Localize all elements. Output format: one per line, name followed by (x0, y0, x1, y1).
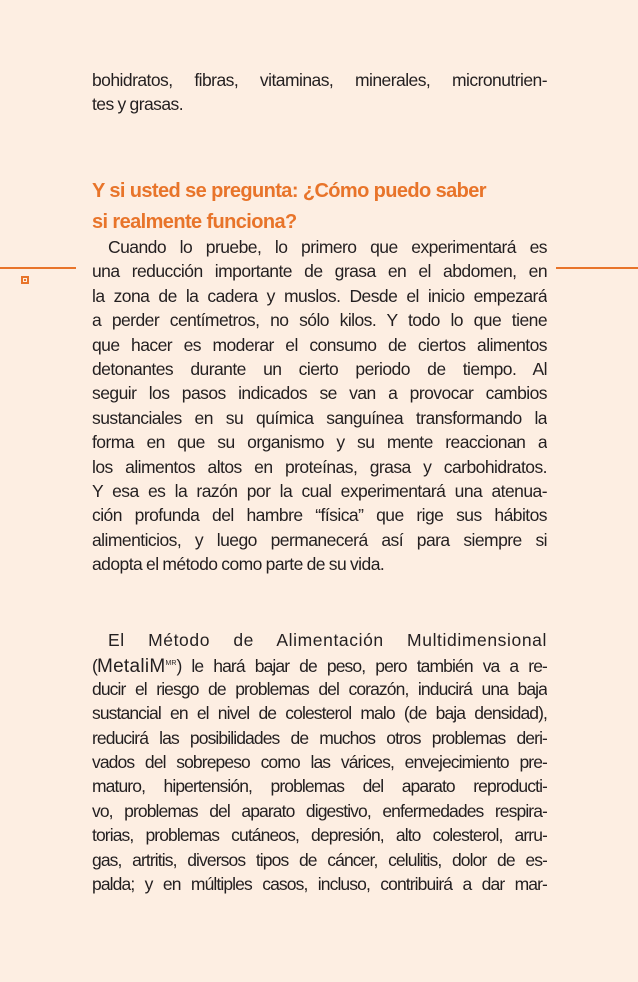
paragraph-line: seguir los pasos indicados se van a provocar cambios (92, 383, 547, 404)
paragraph-line: ción profunda del hambre “física” que rige sus hábitos (92, 505, 547, 526)
paragraph-line: sustanciales en su química sanguínea transformando la (92, 407, 547, 428)
paragraph-line: vados del sobrepeso como las várices, envejecimiento pre- (92, 751, 547, 772)
paragraph-line: a perder centímetros, no sólo kilos. Y todo lo que tiene (92, 310, 547, 331)
square-bullet-icon (21, 276, 29, 284)
paragraph-line: que hacer es moderar el consumo de ciertos alimentos (92, 334, 547, 355)
paragraph-line: detonantes durante un cierto periodo de tiempo. Al (92, 358, 547, 379)
paragraph-line: la zona de la cadera y muslos. Desde el inicio empezará (92, 285, 547, 306)
paragraph-line: palda; y en múltiples casos, incluso, contribuirá a dar mar- (92, 873, 547, 894)
left-margin-rule (0, 267, 76, 269)
brand-line-rest: ) le hará bajar de peso, pero también va a re- (176, 656, 547, 677)
paragraph-line: gas, artritis, diversos tipos de cáncer, celulitis, dolor de es- (92, 849, 547, 870)
paragraph-line: los alimentos altos en proteínas, grasa y carbohidratos. (92, 456, 547, 477)
section-heading-line: Y si usted se pregunta: ¿Cómo puedo saber (92, 180, 486, 202)
right-margin-rule (556, 267, 638, 269)
paragraph-line: Y esa es la razón por la cual experimentará una atenua- (92, 480, 547, 501)
paragraph-line: Cuando lo pruebe, lo primero que experimentará es (108, 237, 547, 257)
paragraph-line: maturo, hipertensión, problemas del aparato reproducti- (92, 776, 547, 797)
paragraph-line: forma en que su organismo y su mente reaccionan a (92, 432, 547, 453)
intro-text (92, 68, 547, 117)
paragraph-1 (92, 235, 547, 576)
paragraph-line: vo, problemas del aparato digestivo, enfermedades respira- (92, 800, 547, 821)
paragraph-line-with-brand (92, 652, 547, 676)
section-heading-line: si realmente funciona? (92, 211, 297, 233)
paragraph-line: ducir el riesgo de problemas del corazón, inducirá una baja (92, 678, 547, 699)
paragraph-2 (92, 628, 547, 896)
paragraph-line: alimenticios, y luego permanecerá así para siempre si (92, 529, 547, 550)
registered-mark: MR (165, 660, 177, 668)
paragraph-line: torias, problemas cutáneos, depresión, alto colesterol, arru- (92, 825, 547, 846)
intro-line: bohidratos, fibras, vitaminas, minerales, micronutrien- (92, 70, 547, 90)
paragraph-line: sustancial en el nivel de colesterol malo (de baja densidad), (92, 703, 547, 724)
brand-name: MetaliM (96, 656, 166, 677)
paragraph-line: El Método de Alimentación Multidimensional (108, 630, 547, 650)
section-heading (92, 176, 552, 238)
open-paren: ( (92, 656, 97, 677)
paragraph-line: una reducción importante de grasa en el abdomen, en (92, 261, 547, 282)
paragraph-line: adopta el método como parte de su vida. (92, 554, 385, 575)
intro-line: tes y grasas. (92, 94, 184, 115)
paragraph-line: reducirá las posibilidades de muchos otros problemas deri- (92, 727, 547, 748)
